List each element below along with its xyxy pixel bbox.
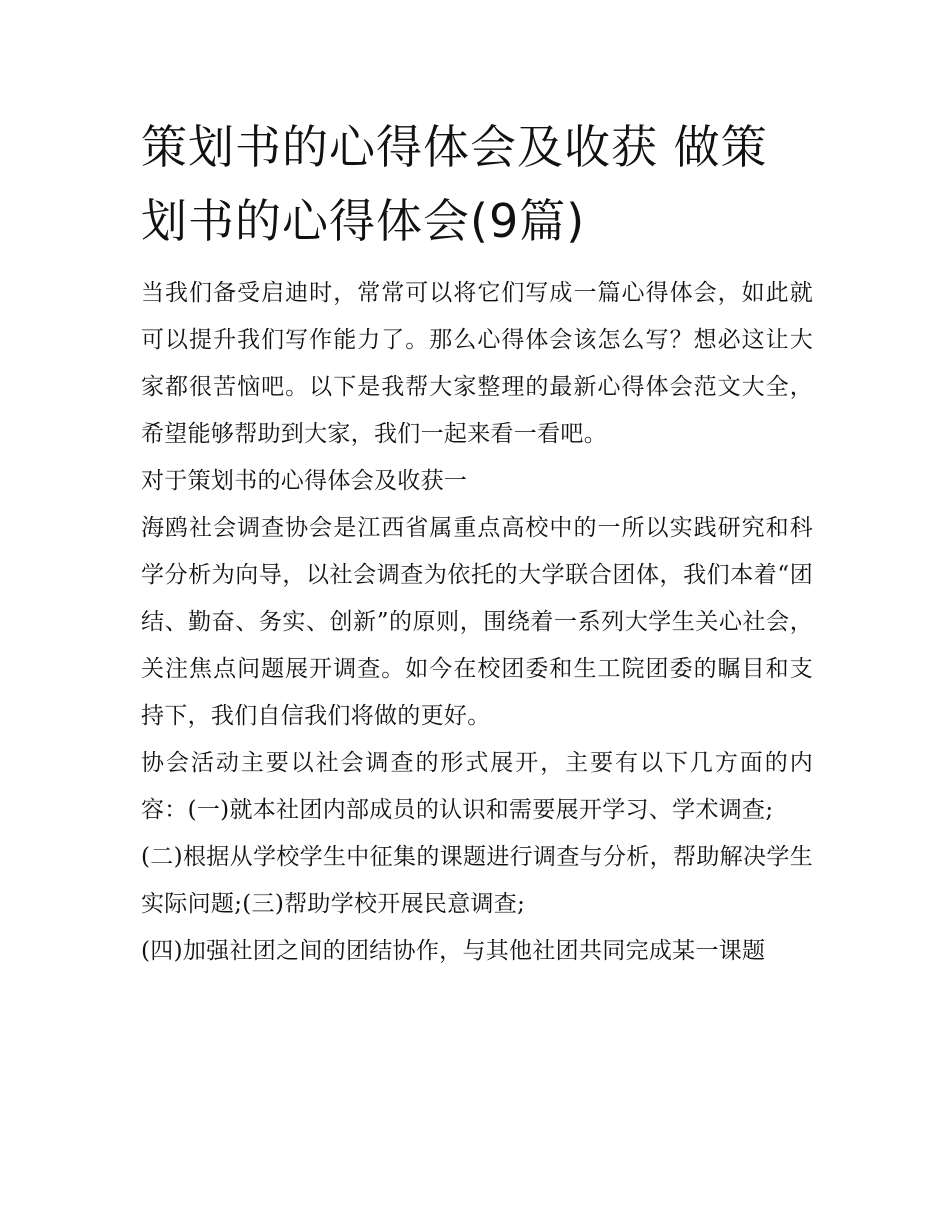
document-title: 策划书的心得体会及收获 做策划书的心得体会(9篇) <box>141 120 768 248</box>
section-heading: 对于策划书的心得体会及收获一 <box>141 468 468 494</box>
body-paragraph: (四)加强社团之间的团结协作，与其他社团共同完成某一课题 <box>141 938 766 964</box>
document-page <box>141 110 813 975</box>
body-paragraph: 协会活动主要以社会调查的形式展开，主要有以下几方面的内容：(一)就本社团内部成员的认识和需要展开学习、学术调查; <box>141 750 813 823</box>
body-paragraph: (二)根据从学校学生中征集的课题进行调查与分析，帮助解决学生实际问题;(三)帮助学校开展民意调查; <box>141 844 813 917</box>
body-paragraph: 海鸥社会调查协会是江西省属重点高校中的一所以实践研究和科学分析为向导，以社会调查为依托的大学联合团体，我们本着“团结、勤奋、务实、创新”的原则，围绕着一系列大学生关心社会，关注焦点问题展开调查。如今在校团委和生工院团委的瞩目和支持下，我们自信我们将做的更好。 <box>141 515 813 729</box>
intro-paragraph: 当我们备受启迪时，常常可以将它们写成一篇心得体会，如此就可以提升我们写作能力了。那么心得体会该怎么写？想必这让大家都很苦恼吧。以下是我帮大家整理的最新心得体会范文大全，希望能够帮助到大家，我们一起来看一看吧。 <box>141 280 813 447</box>
